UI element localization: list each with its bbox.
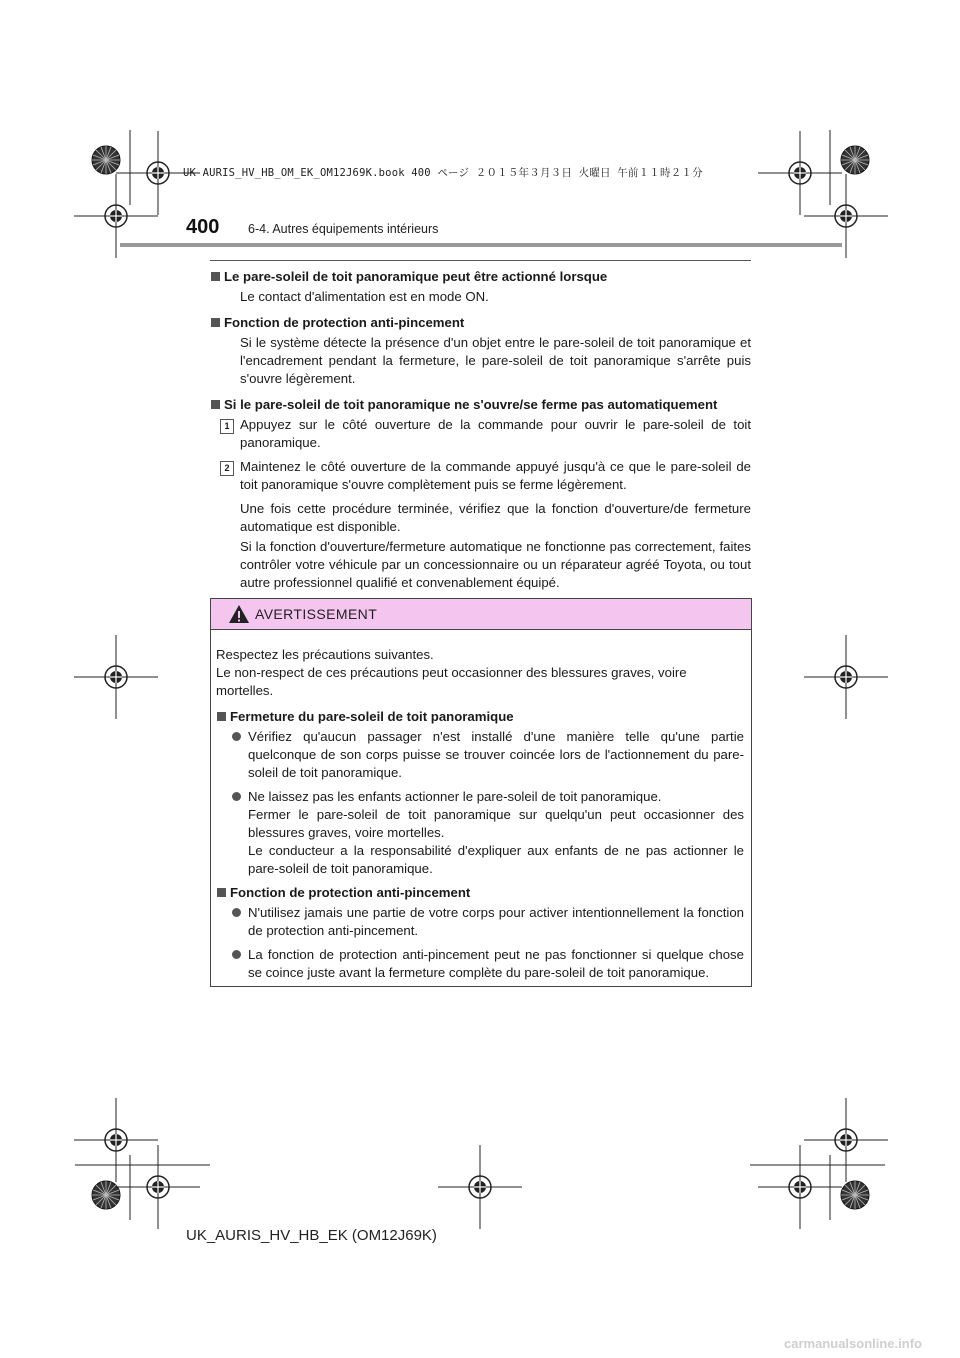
square-bullet-icon	[211, 272, 220, 281]
step-number-badge: 1	[220, 419, 234, 434]
square-bullet-icon	[211, 318, 220, 327]
warning-bullet: Ne laissez pas les enfants actionner le pare-soleil de toit panoramique. Fermer le pare-soleil de toit panoramique sur quelqu'un peut occasionner des blessures graves, voire mortelles. Le conducteur a la responsabilité d'expliquer aux enfants de ne pas actionner le pare-soleil de toit panoramique.	[216, 788, 744, 878]
warning-title: AVERTISSEMENT	[255, 606, 378, 622]
warning-group-heading: Fonction de protection anti-pincement	[216, 884, 744, 902]
warning-bullet: Vérifiez qu'aucun passager n'est installé d'une manière telle qu'une partie quelconque de son corps puisse se trouver coincée lors de l'actionnement du pare-soleil de toit panoramique.	[216, 728, 744, 782]
warning-header	[211, 599, 751, 630]
print-book-info: UK AURIS_HV_HB_OM_EK_OM12J69K.book 400 ページ ２０１５年３月３日 火曜日 午前１１時２１分	[183, 167, 703, 179]
page-number: 400	[186, 216, 220, 238]
round-bullet-icon	[232, 732, 241, 741]
warning-box	[210, 598, 752, 987]
section-text: Si la fonction d'ouverture/fermeture automatique ne fonctionne pas correctement, faites contrôler votre véhicule par un concessionnaire ou un réparateur agréé Toyota, ou tout autre professionnel qualifié et convenablement équipé.	[240, 539, 751, 590]
square-bullet-icon	[211, 400, 220, 409]
crosshair-bottom-right-2	[804, 1098, 888, 1182]
crosshair-bottom-right	[758, 1145, 842, 1229]
warning-bullet: N'utilisez jamais une partie de votre corps pour activer intentionnellement la fonction de protection anti-pincement.	[216, 904, 744, 940]
wheel-mark-bottom-left	[92, 1181, 120, 1209]
section-text: Si le système détecte la présence d'un objet entre le pare-soleil de toit panoramique et l'encadrement pendant la fermeture, le pare-soleil de toit panoramique s'arrête puis s'ouvre légèrement.	[240, 335, 751, 386]
crosshair-mid-right	[804, 635, 888, 719]
crosshair-bottom-left	[116, 1145, 200, 1229]
section-text: Le contact d'alimentation est en mode ON.	[240, 289, 489, 304]
warning-group-heading: Fermeture du pare-soleil de toit panoramique	[216, 708, 744, 726]
crosshair-top-right	[758, 131, 842, 215]
round-bullet-icon	[232, 950, 241, 959]
section-heading: Fonction de protection anti-pincement	[210, 314, 751, 332]
warning-intro: Respectez les précautions suivantes.	[216, 647, 434, 662]
wheel-mark-top-left	[92, 146, 120, 174]
section-heading: Le pare-soleil de toit panoramique peut être actionné lorsque	[210, 268, 751, 286]
section-title: 6-4. Autres équipements intérieurs	[248, 222, 439, 236]
step-item: 1 Appuyez sur le côté ouverture de la commande pour ouvrir le pare-soleil de toit panoramique.	[240, 416, 751, 452]
step-number-badge: 2	[220, 461, 234, 476]
square-bullet-icon	[217, 888, 226, 897]
warning-bullet: La fonction de protection anti-pincement peut ne pas fonctionner si quelque chose se coince juste avant la fermeture complète du pare-soleil de toit panoramique.	[216, 946, 744, 982]
round-bullet-icon	[232, 792, 241, 801]
warning-triangle-icon	[228, 604, 250, 624]
section-heading: Si le pare-soleil de toit panoramique ne s'ouvre/se ferme pas automatiquement	[210, 396, 751, 414]
section-text: Une fois cette procédure terminée, vérifiez que la fonction d'ouverture/de fermeture automatique est disponible.	[240, 501, 751, 534]
round-bullet-icon	[232, 908, 241, 917]
warning-body	[211, 630, 751, 982]
header-rule	[120, 243, 842, 247]
page-content	[210, 268, 751, 600]
square-bullet-icon	[217, 712, 226, 721]
crosshair-mid-left	[74, 635, 158, 719]
crosshair-bottom-left-2	[74, 1098, 158, 1182]
content-rule	[210, 260, 751, 261]
wheel-mark-bottom-right	[841, 1181, 869, 1209]
wheel-mark-top-right	[841, 146, 869, 174]
model-code-footer: UK_AURIS_HV_HB_EK (OM12J69K)	[186, 1227, 437, 1244]
warning-intro: Le non-respect de ces précautions peut occasionner des blessures graves, voire mortelles.	[216, 665, 687, 698]
site-watermark: carmanualsonline.info	[784, 1336, 922, 1351]
crosshair-bottom-center	[438, 1145, 522, 1229]
step-item: 2 Maintenez le côté ouverture de la commande appuyé jusqu'à ce que le pare-soleil de toit panoramique s'ouvre complètement puis se ferme légèrement.	[240, 458, 751, 494]
